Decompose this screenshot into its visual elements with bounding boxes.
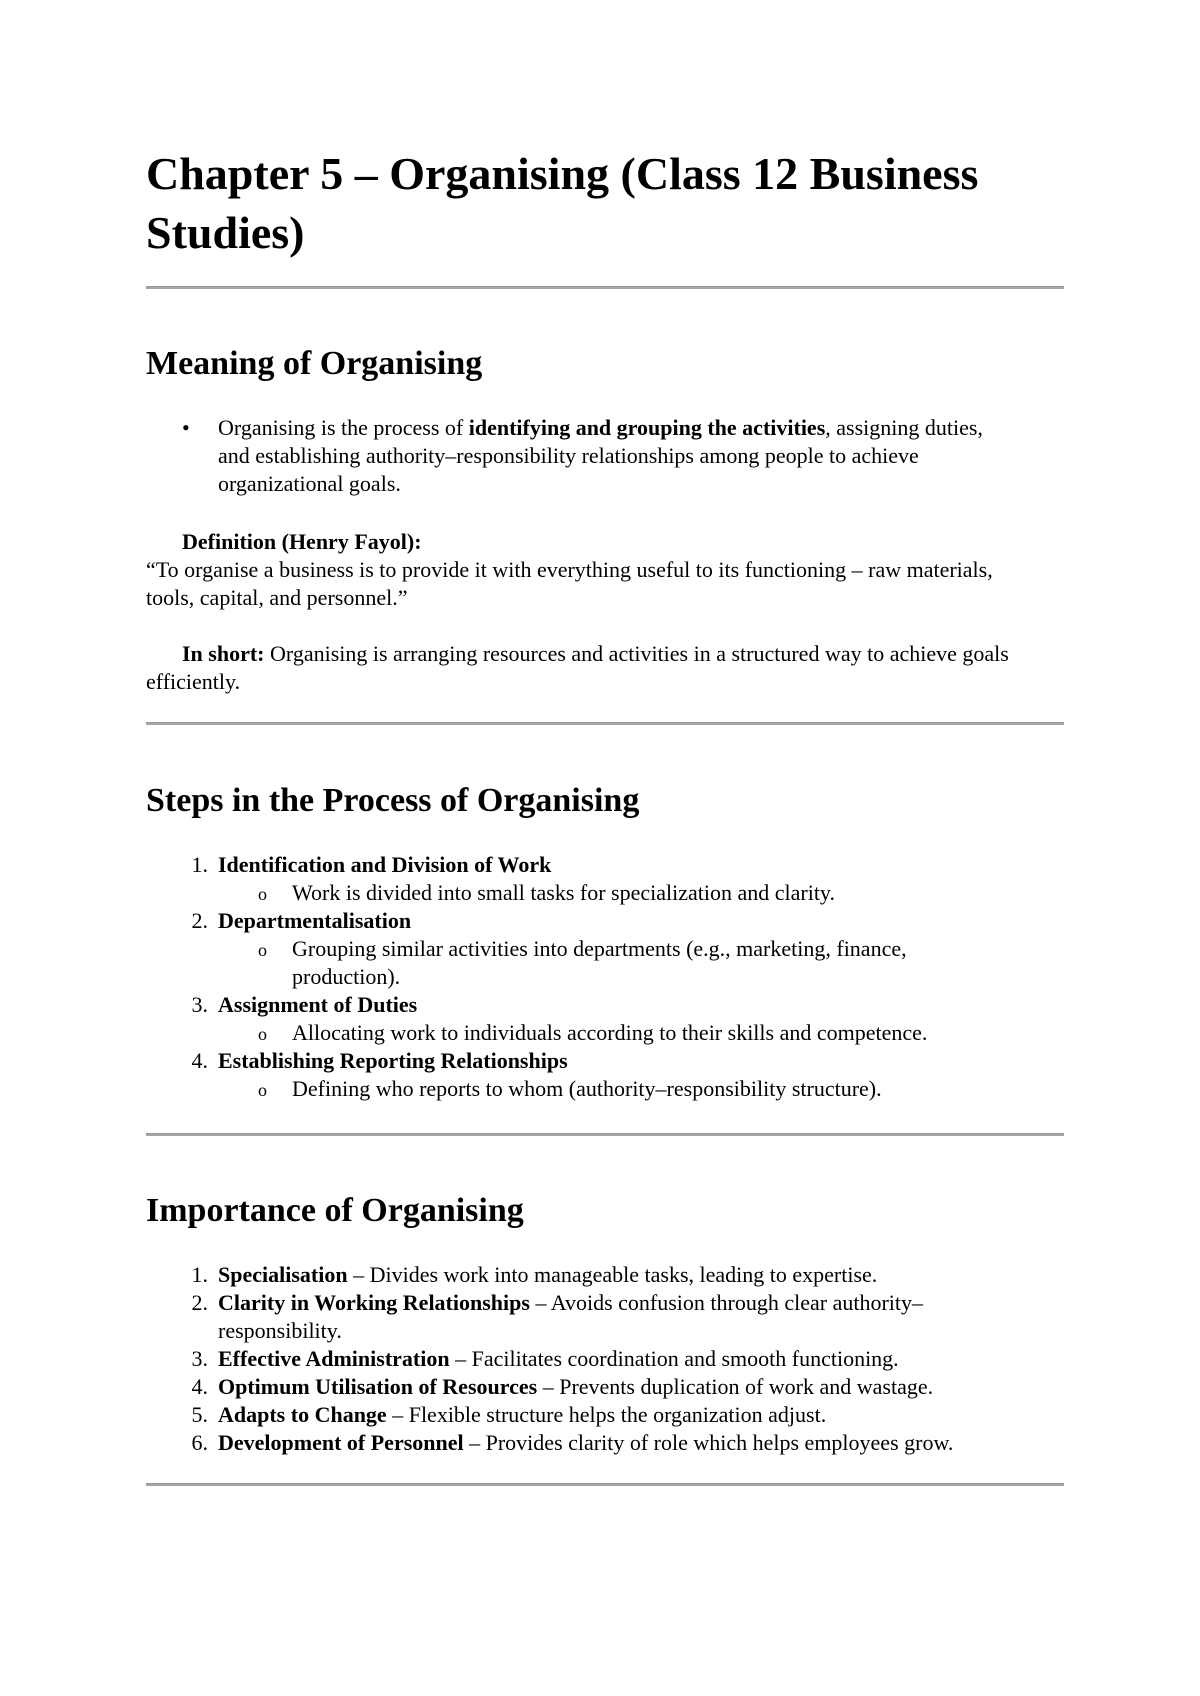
definition-label: Definition (Henry Fayol): [182,529,422,554]
importance-text: – Facilitates coordination and smooth functioning. [449,1346,899,1371]
steps-subitem [258,935,992,991]
section-heading-importance: Importance of Organising [146,1192,524,1229]
importance-item [191,1345,1038,1373]
list-number: 2. [191,908,208,933]
importance-item [191,1373,1038,1401]
meaning-bullet [182,414,1018,498]
steps-subitem [258,1075,1052,1103]
importance-title: Adapts to Change [218,1402,387,1427]
horizontal-rule [146,722,1064,725]
importance-text: – Prevents duplication of work and wastage. [537,1374,934,1399]
step-title: Identification and Division of Work [218,852,552,877]
importance-text: – Flexible structure helps the organization adjust. [386,1402,827,1427]
sub-bullet-icon: o [258,1080,267,1100]
importance-title: Specialisation [218,1262,348,1287]
definition-block [146,528,1064,612]
steps-item [191,851,1038,879]
importance-item [191,1261,1038,1289]
list-number: 5. [191,1402,208,1427]
horizontal-rule [146,286,1064,289]
list-number: 2. [191,1290,208,1315]
horizontal-rule [146,1483,1064,1486]
list-number: 3. [191,1346,208,1371]
step-title: Establishing Reporting Relationships [218,1048,568,1073]
list-number: 4. [191,1048,208,1073]
short-block [146,640,1046,696]
importance-title: Development of Personnel [218,1430,464,1455]
steps-item [191,1047,1038,1075]
page-title: Chapter 5 – Organising (Class 12 Business Studies) [146,148,979,258]
meaning-bullet-bold: identifying and grouping the activities [468,415,826,440]
section-heading-meaning: Meaning of Organising [146,345,483,382]
bullet-icon: • [182,415,190,440]
sub-bullet-icon: o [258,884,267,904]
list-number: 3. [191,992,208,1017]
meaning-bullet-text-end: , assigning duties, and establishing authority–responsibility relationships among people to achieve organizational goals. [218,415,983,496]
list-number: 4. [191,1374,208,1399]
step-title: Departmentalisation [218,908,412,933]
importance-text: – Provides clarity of role which helps employees grow. [463,1430,954,1455]
list-number: 1. [191,1262,208,1287]
steps-item [191,907,1038,935]
sub-bullet-icon: o [258,940,267,960]
importance-text: – Avoids confusion through clear authority–responsibility. [218,1290,924,1343]
section-heading-steps: Steps in the Process of Organising [146,782,640,819]
importance-title: Effective Administration [218,1346,450,1371]
steps-subitem [258,1019,1052,1047]
list-number: 6. [191,1430,208,1455]
importance-item [191,1401,1038,1429]
importance-title: Optimum Utilisation of Resources [218,1374,538,1399]
short-text: Organising is arranging resources and activities in a structured way to achieve goals efficiently. [146,641,1009,694]
sub-bullet-icon: o [258,1024,267,1044]
step-description: Work is divided into small tasks for specialization and clarity. [292,880,836,905]
importance-item [191,1289,1008,1345]
steps-subitem [258,879,1052,907]
importance-text: – Divides work into manageable tasks, leading to expertise. [347,1262,878,1287]
steps-item [191,991,1038,1019]
importance-item [191,1429,1038,1457]
short-label: In short: [182,641,265,666]
list-number: 1. [191,852,208,877]
step-description: Defining who reports to whom (authority–responsibility structure). [292,1076,882,1101]
step-description: Grouping similar activities into departments (e.g., marketing, finance, production). [292,936,907,989]
definition-text: “To organise a business is to provide it with everything useful to its functioning – raw materials, tools, capital, and personnel.” [146,557,993,610]
meaning-bullet-text: Organising is the process of [218,415,469,440]
step-title: Assignment of Duties [218,992,418,1017]
step-description: Allocating work to individuals according to their skills and competence. [292,1020,928,1045]
horizontal-rule [146,1133,1064,1136]
importance-title: Clarity in Working Relationships [218,1290,530,1315]
